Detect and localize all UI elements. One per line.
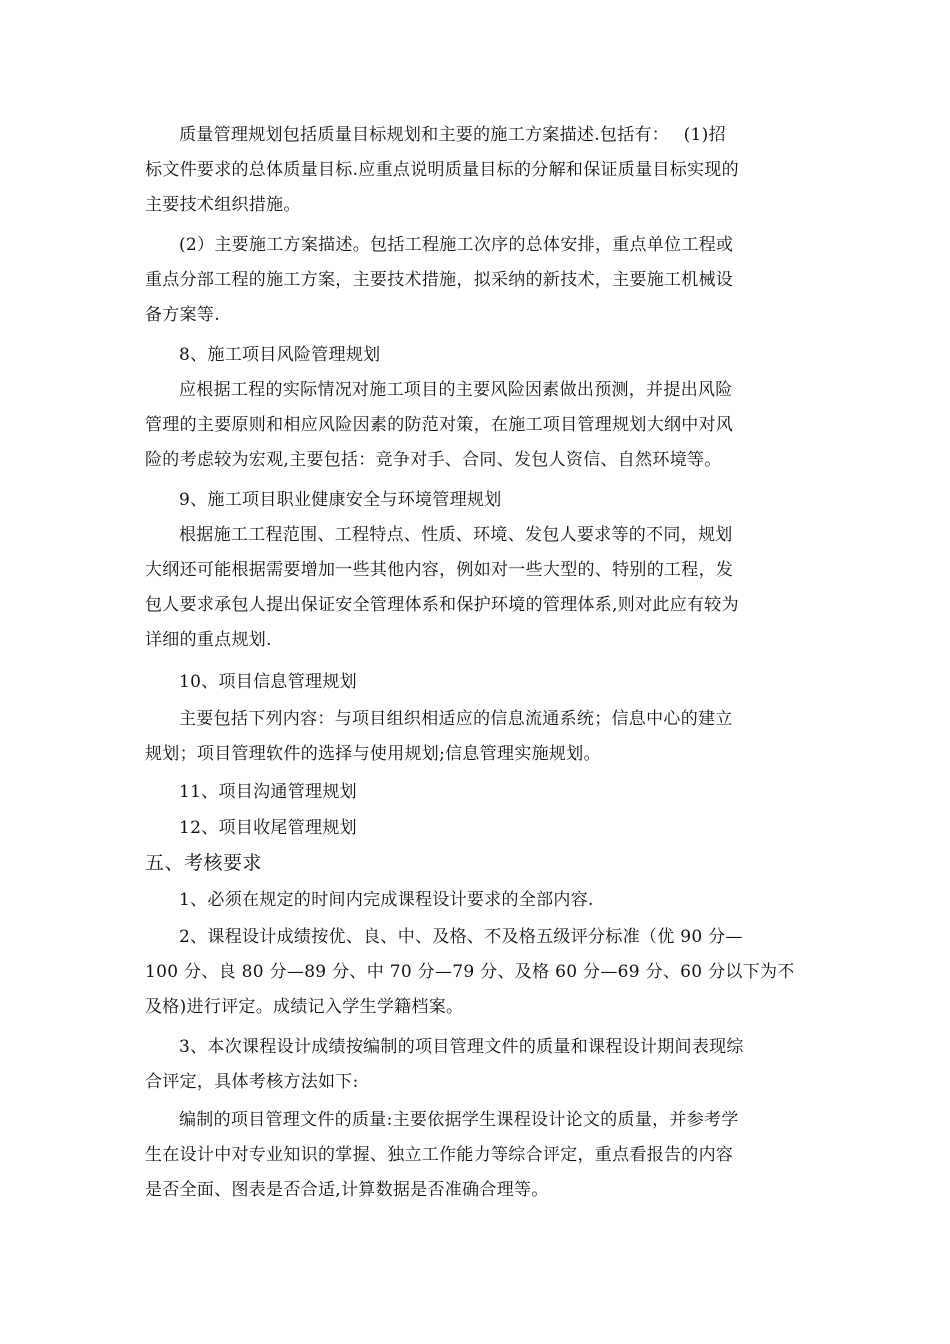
text-line: 包人要求承包人提出保证安全管理体系和保护环境的管理体系,则对此应有较为 xyxy=(145,595,739,615)
paragraph-safety-plan xyxy=(145,518,807,658)
requirement-4 xyxy=(145,1103,807,1208)
text-line: 险的考虑较为宏观,主要包括：竞争对手、合同、发包人资信、自然环境等。 xyxy=(145,450,722,470)
text-line: 备方案等. xyxy=(145,305,220,325)
text-line: 详细的重点规划. xyxy=(145,630,272,650)
text-line: 管理的主要原则和相应风险因素的防范对策，在施工项目管理规划大纲中对风 xyxy=(145,415,734,435)
text-line: 主要包括下列内容：与项目组织相适应的信息流通系统；信息中心的建立 xyxy=(179,709,733,729)
text-line: 1、必须在规定的时间内完成课程设计要求的全部内容. xyxy=(179,890,594,910)
text-line: 编制的项目管理文件的质量:主要依据学生课程设计论文的质量，并参考学 xyxy=(179,1110,739,1130)
section-heading-assessment: 五、考核要求 xyxy=(145,852,263,874)
text-line: 10、项目信息管理规划 xyxy=(179,672,357,692)
text-line: 11、项目沟通管理规划 xyxy=(179,782,357,802)
requirement-2 xyxy=(145,920,807,1025)
item-heading-8 xyxy=(145,338,807,373)
text-line: 大纲还可能根据需要增加一些其他内容，例如对一些大型的、特别的工程，发 xyxy=(145,560,734,580)
text-line: 生在设计中对专业知识的掌握、独立工作能力等综合评定，重点看报告的内容 xyxy=(145,1145,734,1165)
text-line: 重点分部工程的施工方案，主要技术措施，拟采纳的新技术，主要施工机械设 xyxy=(145,270,734,290)
text-line: 2、课程设计成绩按优、良、中、及格、不及格五级评分标准（优 90 分— xyxy=(179,927,743,947)
text-line: 质量管理规划包括质量目标规划和主要的施工方案描述.包括有： (1)招 xyxy=(179,125,726,145)
text-line: (2）主要施工方案描述。包括工程施工次序的总体安排，重点单位工程或 xyxy=(179,235,734,255)
text-line: 应根据工程的实际情况对施工项目的主要风险因素做出预测，并提出风险 xyxy=(179,380,733,400)
text-line: 主要技术组织措施。 xyxy=(145,195,301,215)
text-line: 12、项目收尾管理规划 xyxy=(179,818,357,838)
text-line: 8、施工项目风险管理规划 xyxy=(179,345,381,365)
requirement-1 xyxy=(145,883,807,918)
paragraph-construction-scheme xyxy=(145,228,807,333)
requirement-3 xyxy=(145,1030,807,1100)
paragraph-risk-plan xyxy=(145,373,807,478)
item-heading-12 xyxy=(145,811,807,846)
text-line: 及格)进行评定。成绩记入学生学籍档案。 xyxy=(145,997,464,1017)
text-line: 是否全面、图表是否合适,计算数据是否准确合理等。 xyxy=(145,1180,549,1200)
text-line: 合评定，具体考核方法如下: xyxy=(145,1072,359,1092)
text-line: 规划；项目管理软件的选择与使用规划;信息管理实施规划。 xyxy=(145,744,601,764)
text-line: 标文件要求的总体质量目标.应重点说明质量目标的分解和保证质量目标实现的 xyxy=(145,160,739,180)
paragraph-info-plan xyxy=(145,702,807,772)
text-line: 3、本次课程设计成绩按编制的项目管理文件的质量和课程设计期间表现综 xyxy=(179,1037,744,1057)
text-line: 100 分、良 80 分—89 分、中 70 分—79 分、及格 60 分—69 分、60 分以下为不 xyxy=(145,962,795,982)
text-line: 根据施工工程范围、工程特点、性质、环境、发包人要求等的不同，规划 xyxy=(179,525,733,545)
text-line: 9、施工项目职业健康安全与环境管理规划 xyxy=(179,490,502,510)
paragraph-quality-plan xyxy=(145,118,807,223)
item-heading-10 xyxy=(145,665,807,700)
item-heading-11 xyxy=(145,775,807,810)
item-heading-9 xyxy=(145,483,807,518)
